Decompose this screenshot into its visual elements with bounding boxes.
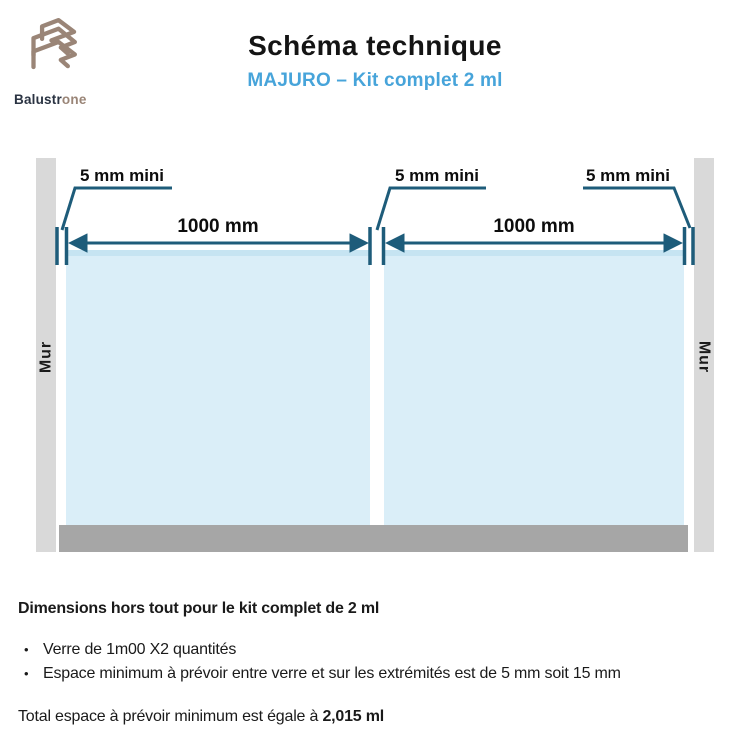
total-space-prefix: Total espace à prévoir minimum est égale à	[18, 708, 323, 725]
glass-panel-1	[66, 250, 370, 525]
bullet-icon: •	[24, 666, 29, 681]
gap-label-center: 5 mm mini	[394, 166, 480, 185]
leader-line-gap-left	[62, 188, 172, 230]
total-space-value: 2,015 ml	[322, 708, 385, 725]
notes-heading: Dimensions hors tout pour le kit complet de 2 ml	[18, 600, 380, 617]
technical-diagram	[0, 150, 750, 560]
leader-line-gap-center	[377, 188, 486, 230]
page-subtitle: MAJURO – Kit complet 2 ml	[247, 70, 503, 91]
total-space-line	[18, 708, 384, 726]
glass-panel-2-top-edge	[384, 250, 684, 256]
note-bullet-text: Verre de 1m00 X2 quantités	[43, 641, 237, 658]
brand-wordmark	[14, 92, 134, 107]
glass-panel-1-top-edge	[66, 250, 370, 256]
wall-left-label: Mur	[37, 340, 55, 374]
wall-right-label: Mur	[695, 340, 713, 374]
bullet-icon: •	[24, 642, 29, 657]
list-item	[24, 641, 730, 658]
panel1-width-label: 1000 mm	[177, 216, 259, 237]
glass-panel-2	[384, 250, 684, 525]
brand-name-accent: one	[61, 92, 87, 107]
gap-label-right: 5 mm mini	[585, 166, 671, 185]
list-item	[24, 665, 730, 682]
brand-name-primary: Balustr	[14, 92, 62, 107]
base-rail	[59, 525, 688, 552]
notes-list	[24, 641, 730, 689]
panel2-width-label: 1000 mm	[493, 216, 575, 237]
page-title: Schéma technique	[248, 30, 502, 61]
leader-line-gap-right	[583, 188, 690, 228]
gap-label-left: 5 mm mini	[79, 166, 165, 185]
note-bullet-text: Espace minimum à prévoir entre verre et sur les extrémités est de 5 mm soit 15 mm	[43, 665, 621, 682]
